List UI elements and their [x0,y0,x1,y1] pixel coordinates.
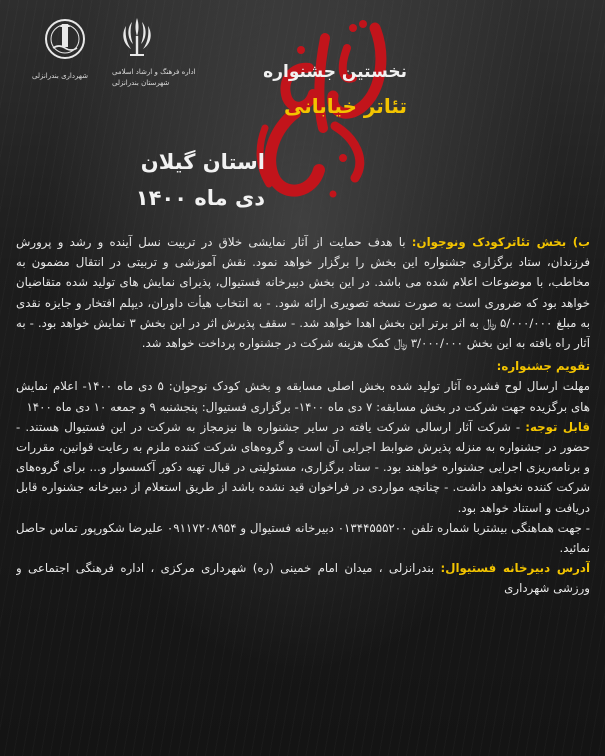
address-paragraph [16,558,590,598]
notes-paragraph [16,417,590,518]
festival-date: دی ماه ۱۴۰۰ [135,186,265,210]
festival-line1: نخستین جشنواره [263,62,407,82]
notes-text: - شرکت آثار ارسالی شرکت یافته در سایر جشنواره ها نیزمجاز به شرکت در این فستیوال هستند. - حضور در جشنواره به منزله پذیرش ضوابط اجرایی آن است و گروه‌های شرکت کننده ملزم به رعایت قوانین، مقررات و برنامه‌ریزی اجرایی جشنواره خواهند بود. - ستاد برگزاری، مسئولیتی در قبال تهیه دکور آکسسوار و... برای گروه‌های شرکت کننده نخواهد داشت. - چنانچه مواردی در فراخوان قید نشده باشد از طریق استعلام از دبیرخانه جشنواره قابل دریافت و استناد خواهد بود. [16,419,590,515]
calendar-text: مهلت ارسال لوح فشرده آثار تولید شده بخش اصلی مسابقه و بخش کودک نوجوان: ۵ دی ماه ۱۴۰۰- اعلام نمایش های برگزیده جهت شرکت در بخش مسابقه: ۷ دی ماه ۱۴۰۰- برگزاری فستیوال: پنجشنبه ۹ و جمعه ۱۰ دی ماه ۱۴۰۰ [16,379,590,414]
section-b-paragraph [16,232,590,353]
calendar-title-line [16,356,590,376]
notes-title: قابل توجه: [525,419,590,434]
festival-line2: تئاتر خیابانی [284,94,407,118]
province: استان گیلان [140,150,265,174]
address-title: آدرس دبیرخانه فستیوال: [440,561,590,576]
section-b-text: با هدف حمایت از آثار نمایشی خلاق در تربیت نسل آینده و رشد و پرورش فرزندان، ستاد برگزاری جشنواره این بخش را برگزار خواهد نمود. نقش آموزشی و تربیتی در انتقال مضمون به مخاطب، با موضوعات اعلام شده می باشد. در این بخش دبیرخانه فستیوال، پذیرای نمایش های تولید شده متقاضیان خواهد بود که ضروری است به صورت نسخه تصویری ارائه شود. - به انتخاب هیأت داوران، دیپلم افتخار و جایزه نقدی به مبلغ ۵/۰۰۰/۰۰۰ ﷼ به اثر برتر این بخش اهدا خواهد شد. - سقف پذیرش اثر در این بخش ۳ نمایش خواهد بود. - به آثار راه یافته به این بخش ۳/۰۰۰/۰۰۰ ﷼ کمک هزینه شرکت در جشنواره پرداخت خواهد شد. [16,235,590,351]
iran-emblem-icon [118,16,156,62]
address-text: بندرانزلی ، میدان امام خمینی (ره) شهرداری مرکزی ، اداره فرهنگی اجتماعی و ورزشی شهرداری [16,561,590,596]
poster-body [16,232,590,754]
logo-org-line2: شهرستان بندرانزلی [112,79,170,87]
logo-org-line1: اداره فرهنگ و ارشاد اسلامی [112,68,196,76]
contact-text: - جهت هماهنگی بیشتربا شماره تلفن ۰۱۳۴۴۵۵۵۲۰۰ دبیرخانه فستیوال و ۰۹۱۱۷۲۰۸۹۵۴ علیرضا شکورپور تماس حاصل نمائید. [16,520,590,556]
poster-header [0,0,605,228]
section-b-title: ب) بخش تئاترکودک ونوجوان: [411,235,590,249]
logo-city-text: شهرداری بندرانزلی [32,72,88,80]
bandar-anzali-municipality-logo-icon [44,18,86,60]
calendar-title: تقویم جشنواره: [496,359,590,374]
